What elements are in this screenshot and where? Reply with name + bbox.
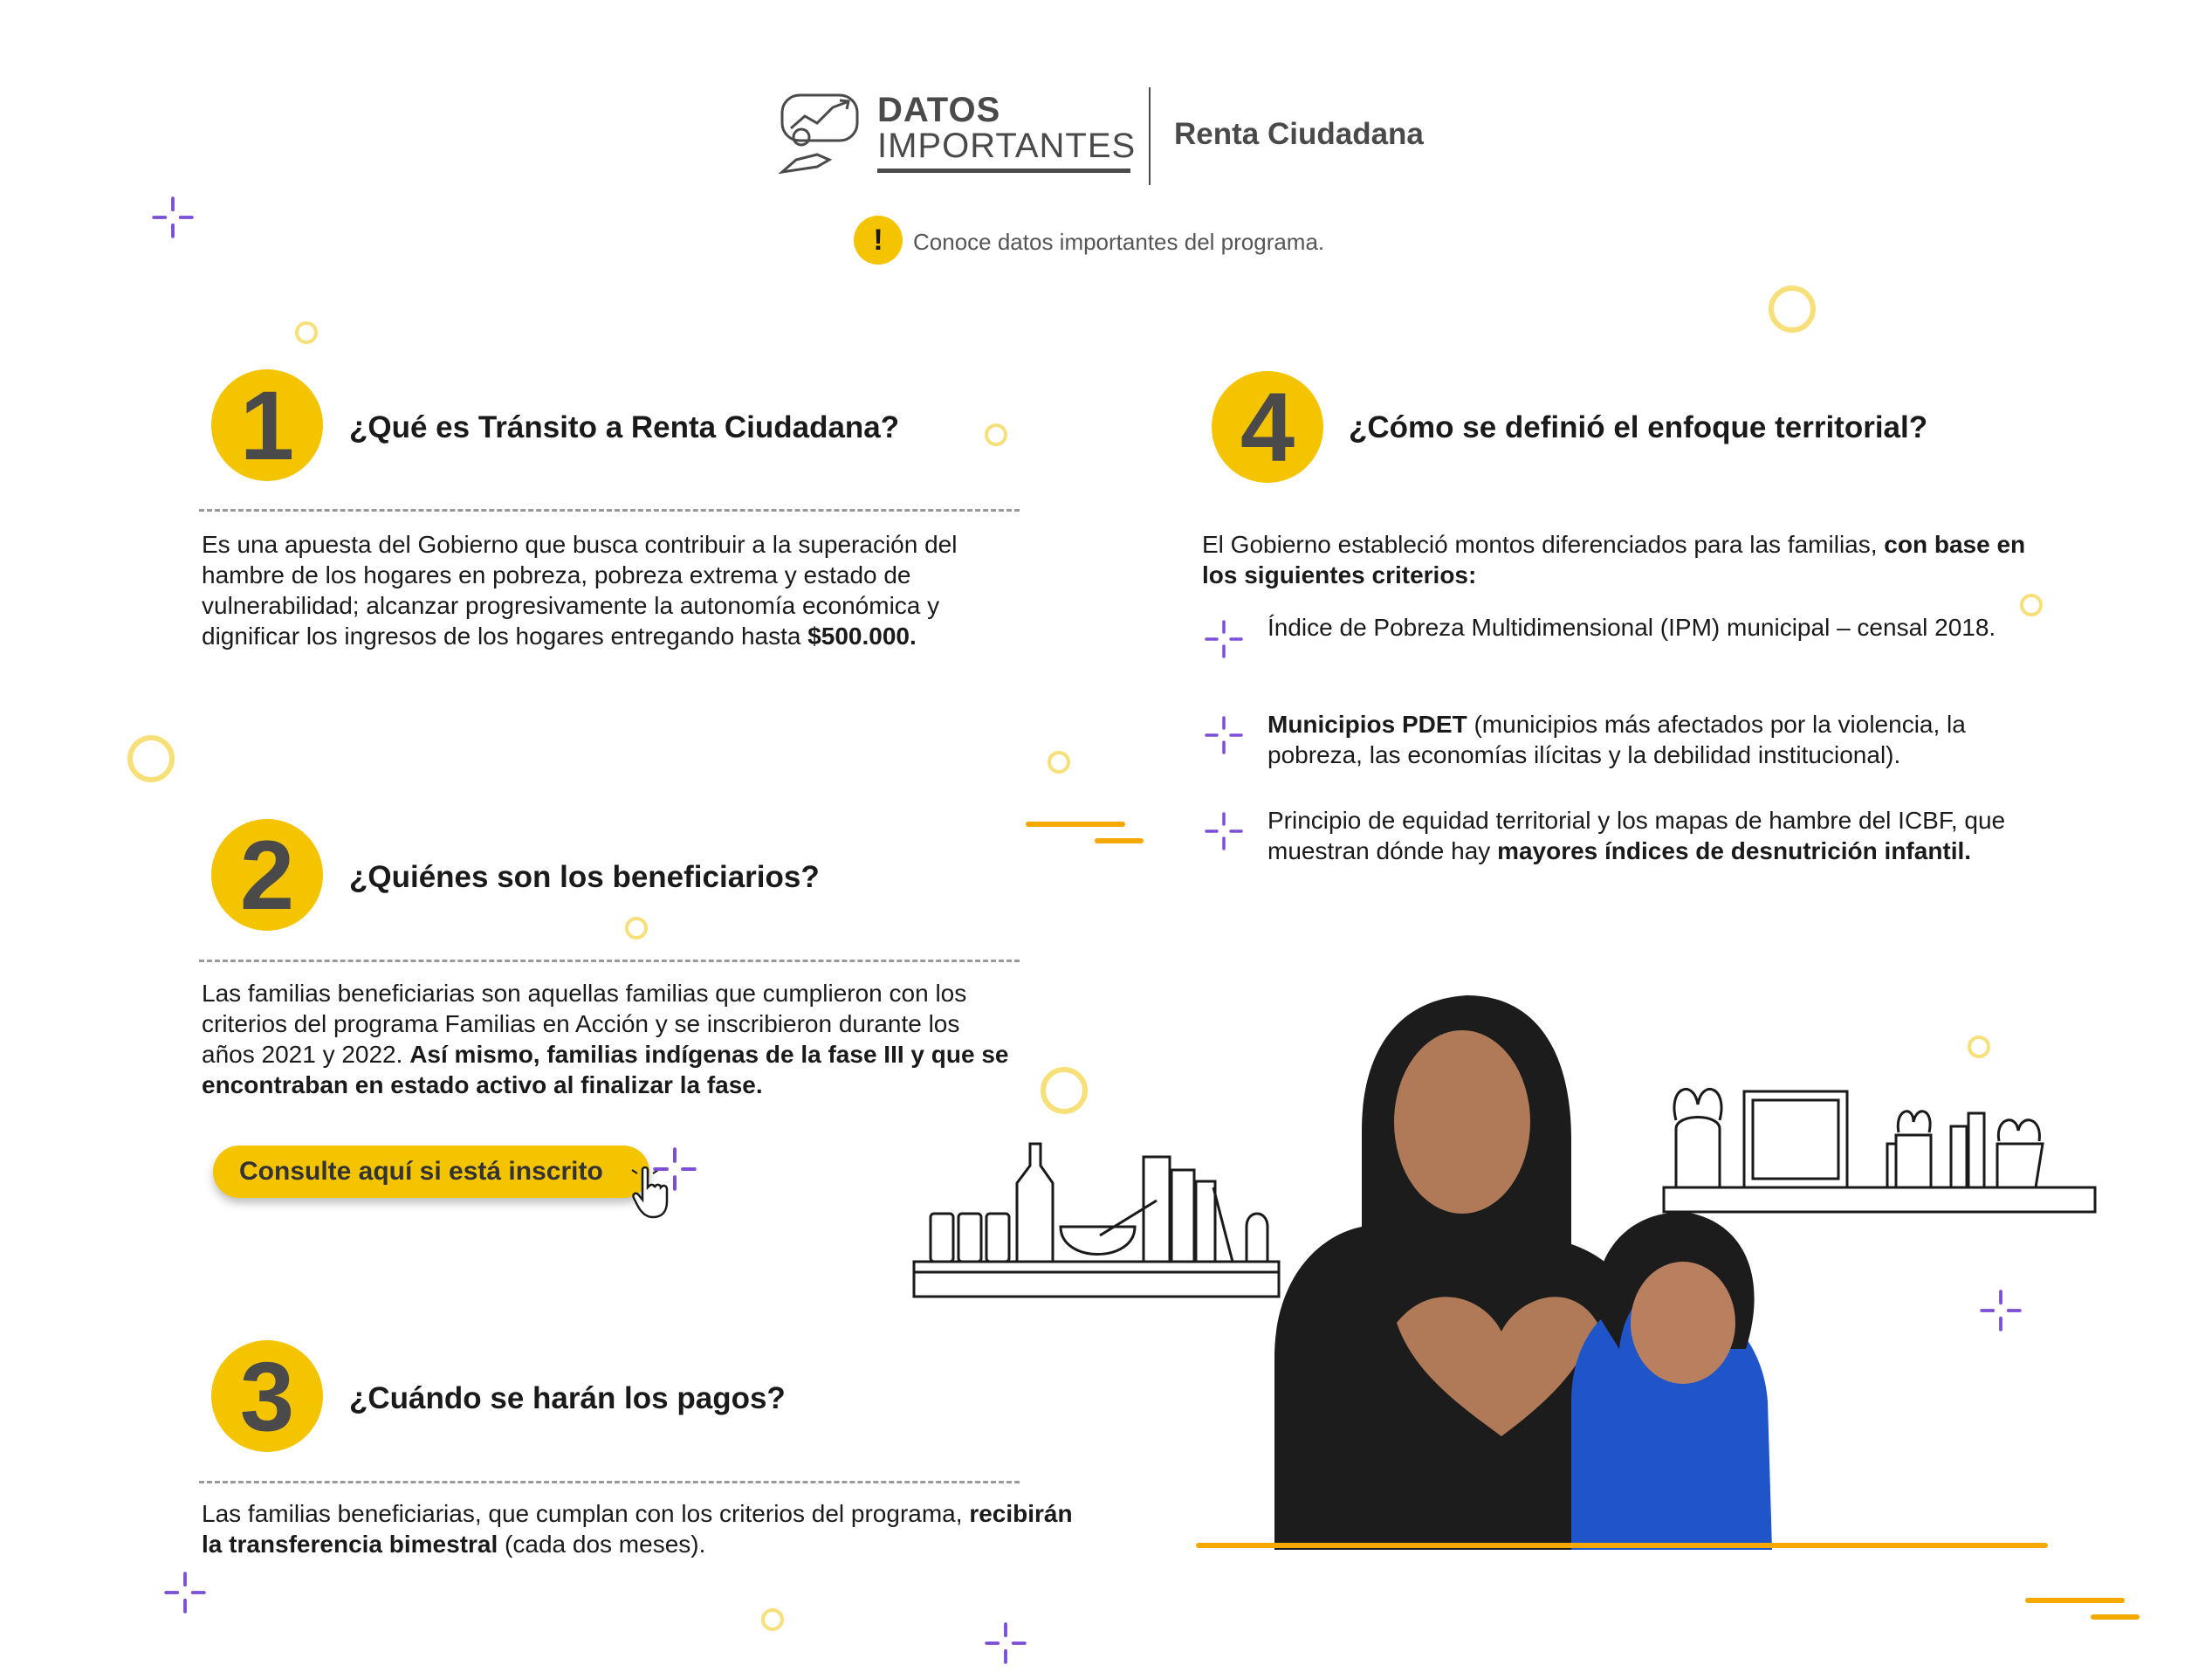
presentation-chart-icon [779, 92, 866, 175]
section-body-text: (cada dos meses). [498, 1531, 706, 1558]
section-body-highlight: $500.000. [807, 623, 917, 650]
sparkle-icon [152, 196, 194, 238]
logo-underline [877, 169, 1130, 173]
sparkle-icon [1205, 620, 1243, 658]
section-divider [199, 509, 1020, 512]
decor-ring [985, 423, 1007, 446]
family-illustration [908, 947, 2104, 1550]
decor-ring [1048, 751, 1070, 774]
logo-title-bold: DATOS [877, 91, 1001, 129]
criteria-text: Principio de equidad territorial y los mapas de hambre del ICBF, que muestran dónde hay [1267, 807, 2006, 864]
section-body-highlight: con base en los siguientes criterios: [1202, 531, 2026, 588]
notice-text: Conoce datos importantes del programa. [913, 229, 1325, 255]
section-body-highlight: Así mismo, familias indígenas de la fase III y que se encontraban en estado activo al finalizar la fase. [202, 1041, 1009, 1098]
decor-ring [127, 735, 175, 782]
section-body [1202, 529, 2040, 590]
decor-bar [1095, 838, 1144, 843]
program-title: Renta Ciudadana [1174, 117, 1424, 151]
sparkle-icon [164, 1572, 206, 1614]
criteria-highlight: mayores índices de desnutrición infantil. [1497, 837, 1972, 864]
decor-bar [2025, 1598, 2125, 1603]
decor-bar [1026, 822, 1125, 827]
criteria-item [1267, 612, 2036, 643]
section-body [202, 529, 1013, 651]
section-title: ¿Quiénes son los beneficiarios? [349, 860, 820, 894]
check-enrollment-button[interactable]: Consulte aquí si está inscrito [213, 1146, 649, 1198]
sparkle-icon [653, 1147, 697, 1191]
section-title: ¿Qué es Tránsito a Renta Ciudadana? [349, 410, 900, 444]
logo-title-light: IMPORTANTES [877, 127, 1137, 165]
decor-bar [2091, 1614, 2140, 1620]
section-number-badge: 3 [211, 1340, 323, 1452]
illustration-baseline [1196, 1543, 2048, 1548]
decor-ring [295, 321, 318, 344]
mother-and-daughter-photo [1274, 995, 1772, 1550]
section-title: ¿Cómo se definió el enfoque territorial? [1349, 410, 1928, 444]
left-shelf-illustration [914, 1144, 1279, 1297]
criteria-item [1267, 709, 2036, 770]
exclamation-icon: ! [854, 216, 903, 265]
decor-ring [761, 1608, 784, 1631]
criteria-text: Índice de Pobreza Multidimensional (IPM) municipal – censal 2018. [1267, 614, 1996, 641]
section-number-badge: 2 [211, 819, 323, 931]
decor-ring [625, 917, 648, 939]
section-title: ¿Cuándo se harán los pagos? [349, 1381, 786, 1415]
header-divider [1149, 87, 1151, 185]
section-body-text: El Gobierno estableció montos diferenciados para las familias, [1202, 531, 1885, 558]
section-divider [199, 960, 1020, 962]
criteria-item [1267, 805, 2036, 866]
sparkle-icon [1205, 812, 1243, 850]
decor-ring [1968, 1036, 1990, 1058]
section-body-text: Las familias beneficiarias son aquellas familias que cumplieron con los criterios del programa Familias en Acción y se inscribieron durante los años 2021 y 2022. [202, 980, 967, 1068]
sparkle-icon [985, 1622, 1027, 1664]
criteria-highlight: Municipios PDET [1267, 711, 1467, 738]
section-number-badge: 1 [211, 369, 323, 481]
section-body-text: Es una apuesta del Gobierno que busca contribuir a la superación del hambre de los hogares en pobreza, pobreza extrema y estado de vulnerabilidad; alcanzar progresivamente la autonomía económica y dignificar los ingresos de los hogares entregando hasta [202, 531, 958, 650]
section-body [202, 978, 1013, 1100]
section-body-highlight: recibirán la transferencia bimestral [202, 1500, 1073, 1558]
decor-ring [2020, 594, 2043, 616]
section-body-text: Las familias beneficiarias, que cumplan con los criterios del programa, [202, 1500, 970, 1527]
sparkle-icon [1205, 716, 1243, 754]
section-divider [199, 1481, 1020, 1483]
decor-ring [1769, 286, 1816, 333]
right-shelf-illustration [1664, 1089, 2095, 1212]
section-number-badge: 4 [1212, 371, 1323, 483]
decor-ring [1041, 1067, 1088, 1114]
criteria-text: (municipios más afectados por la violencia, la pobreza, las economías ilícitas y la debilidad institucional). [1267, 711, 1966, 768]
sparkle-icon [1980, 1290, 2022, 1332]
